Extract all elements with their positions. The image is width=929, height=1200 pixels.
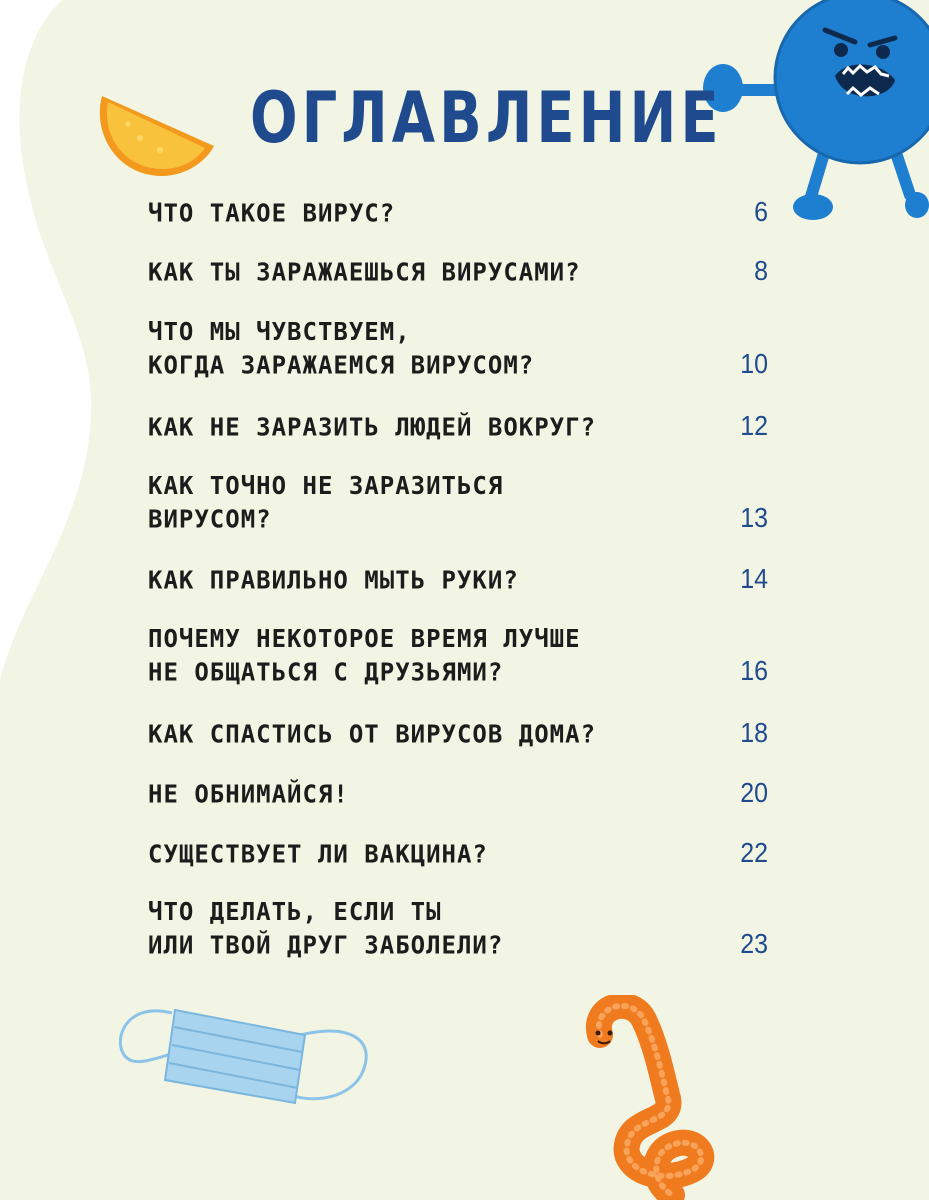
toc-entry[interactable] bbox=[148, 257, 768, 289]
toc-entry-page: 8 bbox=[754, 256, 768, 287]
toc-entry[interactable] bbox=[148, 472, 768, 536]
toc-entry[interactable] bbox=[148, 625, 768, 689]
toc-entry-title: НЕ ОБНИМАЙСЯ! bbox=[148, 779, 349, 809]
toc-entry-page: 14 bbox=[740, 564, 768, 595]
toc-entry-title: КАК НЕ ЗАРАЗИТЬ ЛЮДЕЙ ВОКРУГ? bbox=[148, 412, 597, 442]
lemon-slice-icon bbox=[92, 88, 222, 183]
toc-entry[interactable] bbox=[148, 565, 768, 597]
toc-entry-page: 6 bbox=[754, 197, 768, 228]
orange-worm-virus-icon bbox=[572, 995, 722, 1200]
toc-entry-title: ЧТО ДЕЛАТЬ, ЕСЛИ ТЫ ИЛИ ТВОЙ ДРУГ ЗАБОЛЕЛИ? bbox=[148, 896, 504, 960]
toc-entry[interactable] bbox=[148, 779, 768, 811]
toc-entry-page: 16 bbox=[740, 656, 768, 687]
toc-entry[interactable] bbox=[148, 318, 768, 382]
face-mask-icon bbox=[110, 995, 375, 1115]
toc-entry-title: ПОЧЕМУ НЕКОТОРОЕ ВРЕМЯ ЛУЧШЕ НЕ ОБЩАТЬСЯ С ДРУЗЬЯМИ? bbox=[148, 623, 581, 687]
toc-entry-page: 12 bbox=[740, 411, 768, 442]
page-title: ОГЛАВЛЕНИЕ bbox=[250, 78, 723, 160]
toc-entry-title: КАК ТОЧНО НЕ ЗАРАЗИТЬСЯ ВИРУСОМ? bbox=[148, 470, 504, 534]
toc-entry-page: 22 bbox=[740, 838, 768, 869]
toc-entry-title: СУЩЕСТВУЕТ ЛИ ВАКЦИНА? bbox=[148, 839, 488, 869]
toc-entry-title: КАК ПРАВИЛЬНО МЫТЬ РУКИ? bbox=[148, 565, 519, 595]
toc-entry-page: 13 bbox=[740, 503, 768, 534]
toc-entry-page: 10 bbox=[740, 349, 768, 380]
toc-entry-page: 20 bbox=[740, 778, 768, 809]
toc-entry-title: КАК СПАСТИСЬ ОТ ВИРУСОВ ДОМА? bbox=[148, 719, 597, 749]
toc-entry-title: ЧТО ТАКОЕ ВИРУС? bbox=[148, 198, 396, 228]
toc-entry[interactable] bbox=[148, 898, 768, 962]
toc-entry-page: 18 bbox=[740, 718, 768, 749]
toc-entry-title: КАК ТЫ ЗАРАЖАЕШЬСЯ ВИРУСАМИ? bbox=[148, 257, 581, 287]
toc-entry[interactable] bbox=[148, 839, 768, 871]
toc-entry[interactable] bbox=[148, 412, 768, 444]
toc-entry-page: 23 bbox=[740, 929, 768, 960]
toc-entry[interactable] bbox=[148, 719, 768, 751]
toc-entry[interactable] bbox=[148, 198, 768, 230]
toc-entry-title: ЧТО МЫ ЧУВСТВУЕМ, КОГДА ЗАРАЖАЕМСЯ ВИРУСОМ? bbox=[148, 316, 535, 380]
